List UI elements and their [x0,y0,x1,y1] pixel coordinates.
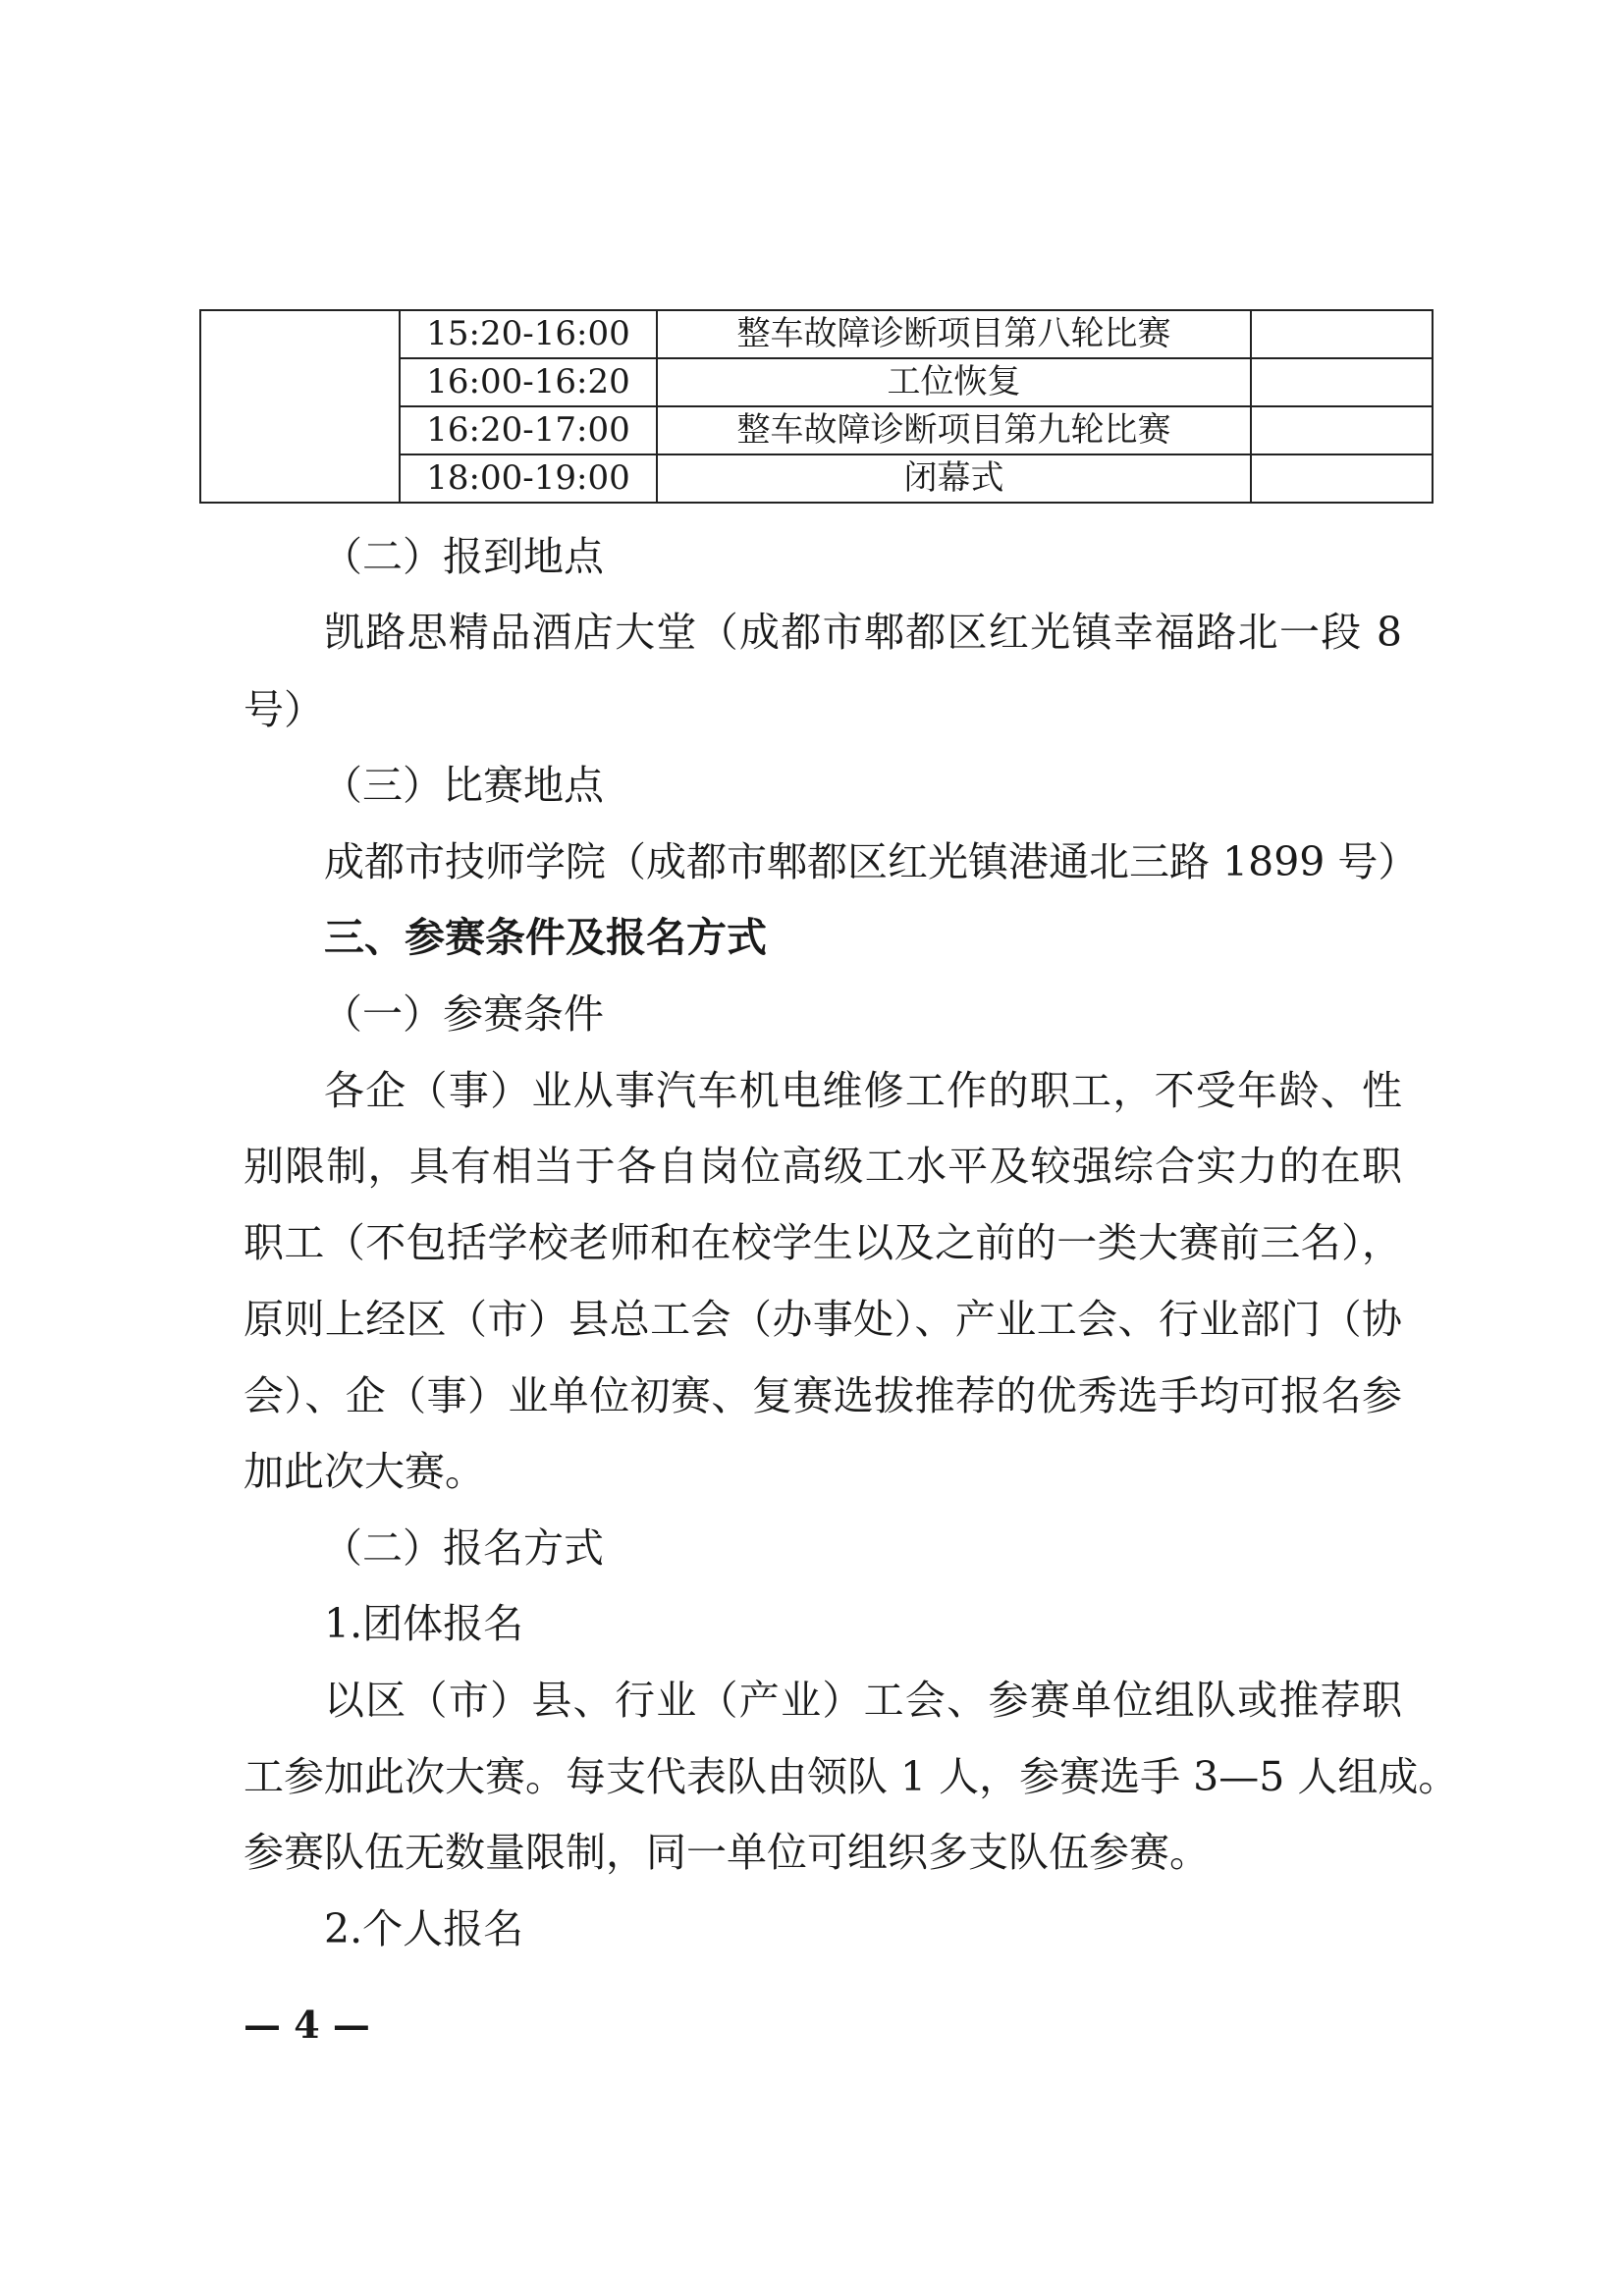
date-cell [200,310,400,503]
item-cell: 闭幕式 [657,454,1251,503]
item-cell: 工位恢复 [657,358,1251,406]
checkin-address-line-2: 号） [243,686,324,733]
conditions-line-1: 各企（事）业从事汽车机电维修工作的职工，不受年龄、性 [324,1067,1402,1114]
time-cell: 16:20-17:00 [400,406,657,454]
page-number: — 4 — [243,2002,370,2047]
checkin-address-line-1: 凯路思精品酒店大堂（成都市郫都区红光镇幸福路北一段 8 [324,609,1402,656]
individual-signup-heading: 2.个人报名 [324,1905,524,1952]
conditions-heading: （一）参赛条件 [322,990,604,1038]
conditions-line-4: 原则上经区（市）县总工会（办事处）、产业工会、行业部门（协 [243,1296,1402,1343]
conditions-line-5: 会）、企（事）业单位初赛、复赛选拔推荐的优秀选手均可报名参 [243,1372,1402,1419]
note-cell [1251,310,1433,358]
group-line-2: 工参加此次大赛。每支代表队由领队 1 人，参赛选手 3—5 人组成。 [243,1753,1459,1800]
section-3-heading: 三、参赛条件及报名方式 [324,914,767,961]
venue-heading: （三）比赛地点 [322,762,604,809]
signup-heading: （二）报名方式 [322,1524,604,1572]
group-line-3: 参赛队伍无数量限制，同一单位可组织多支队伍参赛。 [243,1829,1210,1876]
conditions-line-6: 加此次大赛。 [243,1448,485,1495]
group-signup-heading: 1.团体报名 [324,1600,524,1647]
time-cell: 15:20-16:00 [400,310,657,358]
time-cell: 18:00-19:00 [400,454,657,503]
table-row [200,310,1433,358]
checkin-heading: （二）报到地点 [322,533,604,580]
venue-address: 成都市技师学院（成都市郫都区红光镇港通北三路 1899 号） [324,838,1419,885]
conditions-line-3: 职工（不包括学校老师和在校学生以及之前的一类大赛前三名）， [243,1219,1402,1266]
conditions-line-2: 别限制，具有相当于各自岗位高级工水平及较强综合实力的在职 [243,1143,1402,1190]
schedule-table [199,309,1434,504]
group-line-1: 以区（市）县、行业（产业）工会、参赛单位组队或推荐职 [324,1677,1402,1724]
note-cell [1251,454,1433,503]
item-cell: 整车故障诊断项目第八轮比赛 [657,310,1251,358]
item-cell: 整车故障诊断项目第九轮比赛 [657,406,1251,454]
note-cell [1251,358,1433,406]
note-cell [1251,406,1433,454]
time-cell: 16:00-16:20 [400,358,657,406]
